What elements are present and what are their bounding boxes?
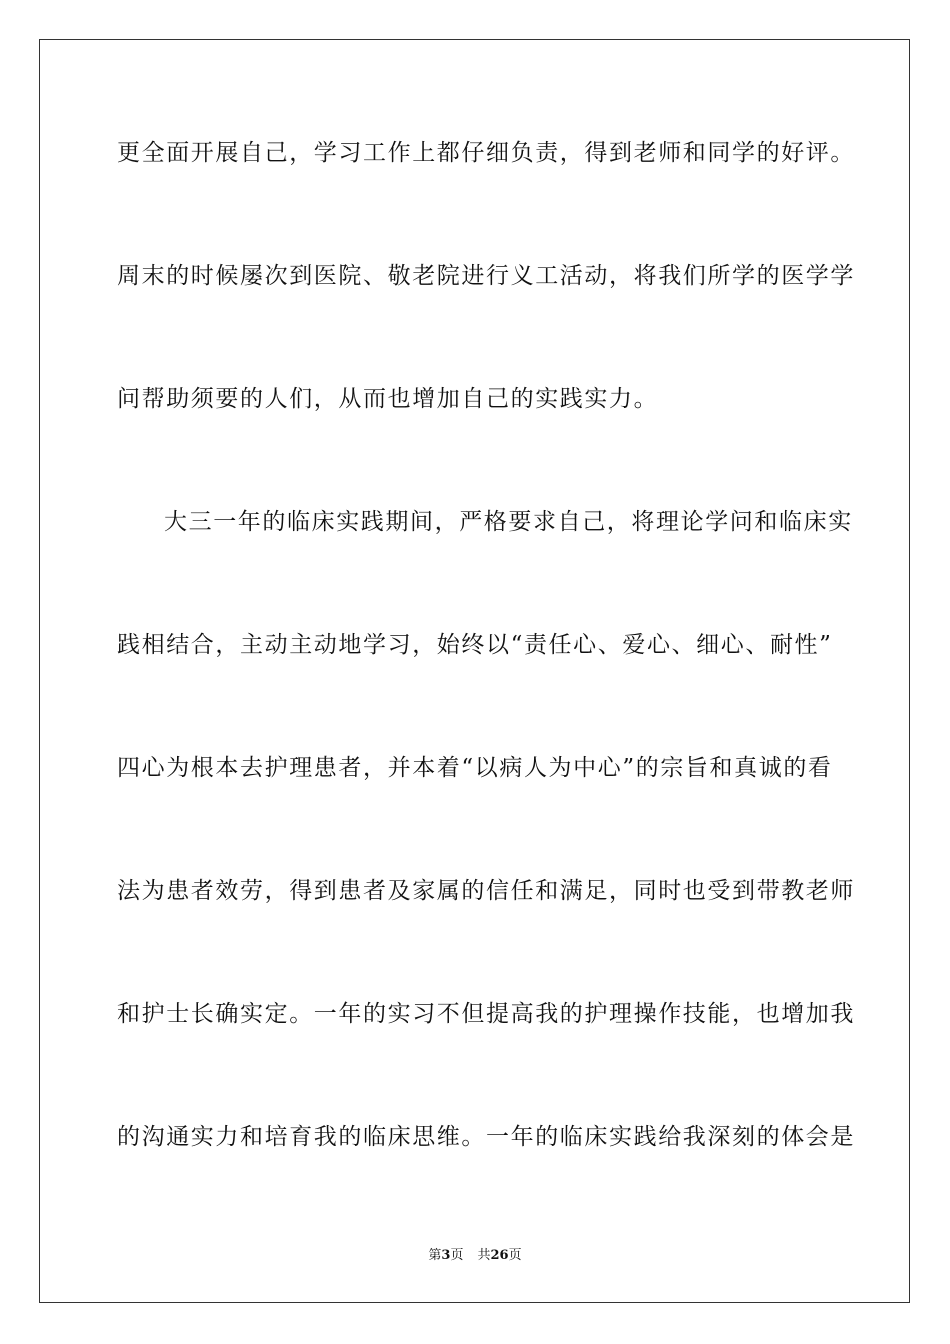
body-text-line: 更全面开展自己，学习工作上都仔细负责，得到老师和同学的好评。 — [117, 140, 855, 166]
total-suffix: 页 — [508, 1248, 522, 1263]
page-suffix: 页 — [450, 1248, 464, 1263]
body-text-line: 问帮助须要的人们，从而也增加自己的实践实力。 — [117, 386, 659, 412]
page-prefix: 第 — [428, 1248, 442, 1263]
page-border — [39, 39, 910, 1303]
page-number: 3 — [441, 1248, 451, 1263]
body-text-line: 的沟通实力和培育我的临床思维。一年的临床实践给我深刻的体会是 — [117, 1124, 855, 1150]
page-footer — [0, 1247, 950, 1265]
body-text-line: 周末的时候屡次到医院、敬老院进行义工活动，将我们所学的医学学 — [117, 263, 855, 289]
total-prefix: 共 — [477, 1248, 491, 1263]
body-text-line: 法为患者效劳，得到患者及家属的信任和满足，同时也受到带教老师 — [117, 878, 855, 904]
body-text-line: 四心为根本去护理患者，并本着“以病人为中心”的宗旨和真诚的看 — [117, 755, 833, 781]
body-text-line: 践相结合，主动主动地学习，始终以“责任心、爱心、细心、耐性” — [117, 632, 833, 658]
total-pages: 26 — [490, 1248, 509, 1263]
body-text-line: 和护士长确实定。一年的实习不但提高我的护理操作技能，也增加我 — [117, 1001, 855, 1027]
paragraph-first-line: 大三一年的临床实践期间，严格要求自己，将理论学问和临床实 — [164, 509, 853, 535]
